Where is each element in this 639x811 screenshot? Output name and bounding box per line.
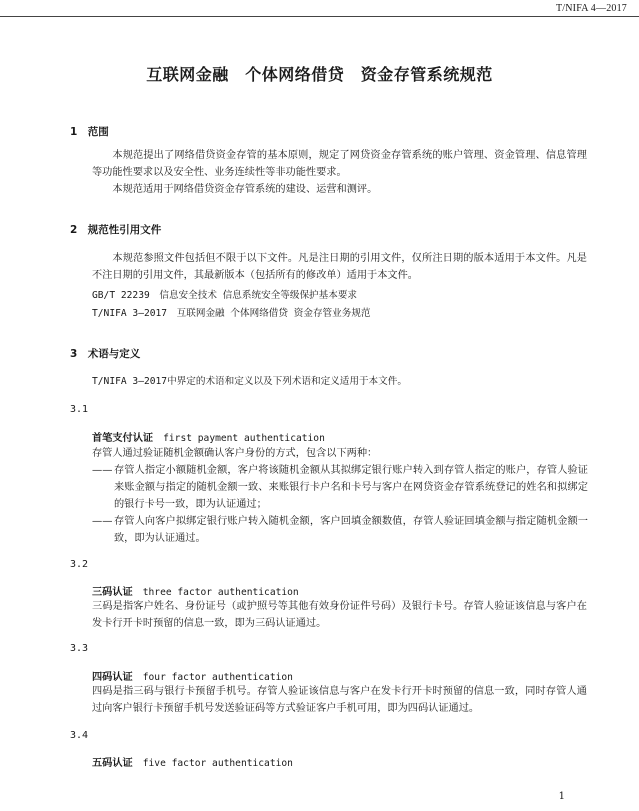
dash-item [92,462,588,513]
dash-item-text: 存管人指定小额随机金额，客户将该随机金额从其拟绑定银行账户转入到存管人指定的账户，存管人验证来账金额与指定的随机金额一致、来账银行卡户名和卡号与客户在网贷资金存管系统登记的姓名和拟绑定的银行卡号一致，即为认证通过； [114,465,588,510]
document-code: T/NIFA 4—2017 [555,3,627,14]
term-entry [92,668,293,683]
term-english: five factor authentication [142,758,293,769]
dash-item-text: 存管人向客户拟绑定银行账户转入随机金额，客户回填金额数值，存管人验证回填金额与指定随机金额一致，即为认证通过。 [114,516,588,544]
dash-mark: —— [92,465,113,476]
section-1-paragraph-1: 本规范提出了网络借贷资金存管的基本原则，规定了网贷资金存管系统的账户管理、资金管理、信息管理等功能性要求以及安全性、业务连续性等非功能性要求。 [92,150,587,178]
clause-number: 3.4 [70,730,89,741]
term-chinese: 四码认证 [92,672,133,683]
section-1-heading: 1 范围 [70,126,109,138]
term-english: three factor authentication [142,587,299,598]
reference-1: GB/T 22239 信息安全技术 信息系统安全等级保护基本要求 [92,290,358,301]
dash-mark: —— [92,516,113,527]
section-2-paragraph-1: 本规范参照文件包括但不限于以下文件。凡是注日期的引用文件，仅所注日期的版本适用于本文件。凡是不注日期的引用文件，其最新版本（包括所有的修改单）适用于本文件。 [92,253,587,281]
clause-number: 3.1 [70,404,89,415]
document-title: 互联网金融 个体网络借贷 资金存管系统规范 [146,65,493,84]
term-chinese: 三码认证 [92,587,133,598]
term-chinese: 五码认证 [92,758,133,769]
clause-number: 3.2 [70,559,89,570]
term-entry [92,583,299,598]
dash-item [92,513,588,547]
section-3-heading: 3 术语与定义 [70,348,141,360]
term-entry [92,754,293,769]
term-english: first payment authentication [163,433,325,444]
clause-number: 3.3 [70,643,89,654]
term-definition: 四码是指三码与银行卡预留手机号。存管人验证该信息与客户在发卡行开卡时预留的信息一致，同时存管人通过向客户银行卡预留手机号发送验证码等方式验证客户手机可用，即为四码认证通过。 [92,686,587,714]
term-chinese: 首笔支付认证 [92,433,154,444]
section-2-heading: 2 规范性引用文件 [70,224,162,236]
section-3-intro: T/NIFA 3—2017中界定的术语和定义以及下列术语和定义适用于本文件。 [92,376,407,387]
section-1-paragraph-2: 本规范适用于网络借贷资金存管系统的建设、运营和测评。 [112,184,378,195]
term-definition: 三码是指客户姓名、身份证号（或护照号等其他有效身份证件号码）及银行卡号。存管人验证该信息与客户在发卡行开卡时预留的信息一致，即为三码认证通过。 [92,601,587,629]
term-english: four factor authentication [142,672,293,683]
reference-2: T/NIFA 3—2017 互联网金融 个体网络借贷 资金存管业务规范 [92,308,371,319]
term-entry [92,429,325,444]
page-number: 1 [558,791,565,802]
term-definition: 存管人通过验证随机金额确认客户身份的方式，包含以下两种： [92,448,378,459]
header-rule [0,16,639,17]
